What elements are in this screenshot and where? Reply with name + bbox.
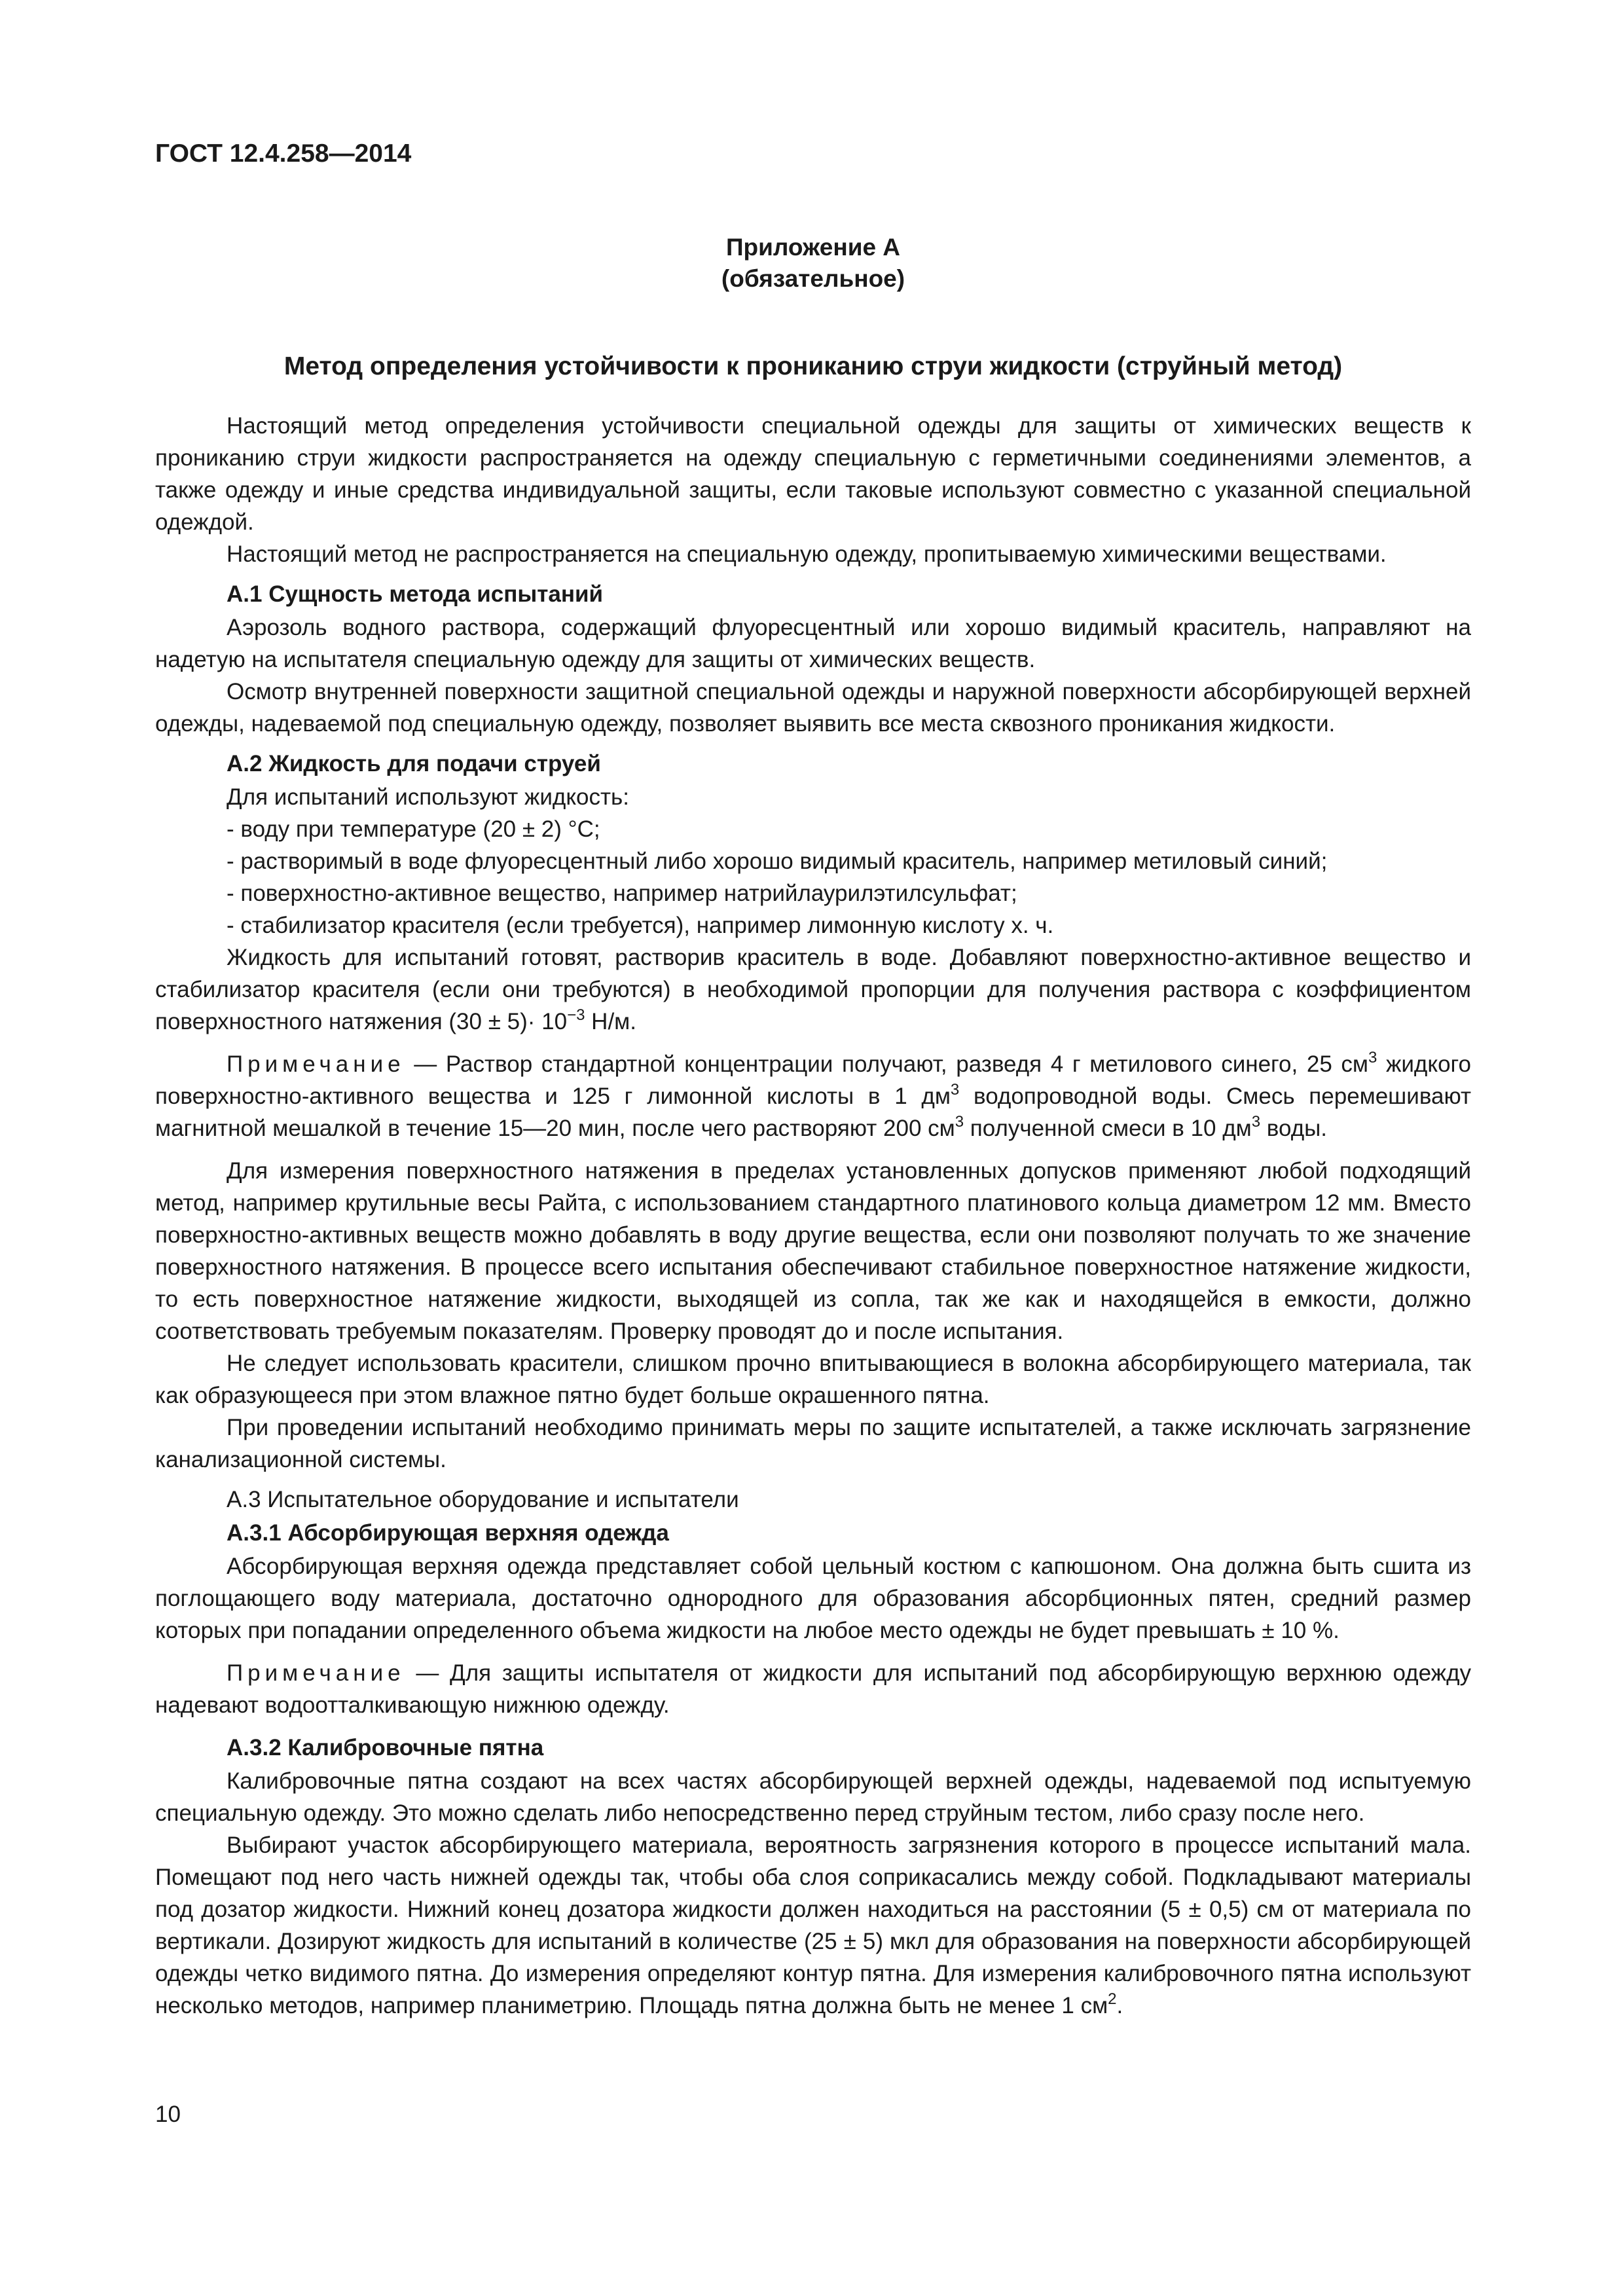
note-label: Примечание	[227, 1660, 405, 1686]
section-a3-heading: А.3 Испытательное оборудование и испытатели	[227, 1487, 739, 1512]
document-body	[155, 410, 1471, 2022]
document-header: ГОСТ 12.4.258—2014	[155, 139, 412, 168]
method-title: Метод определения устойчивости к прониканию струи жидкости (струйный метод)	[283, 352, 1343, 380]
a32-paragraph: Выбирают участок абсорбирующего материала, вероятность загрязнения которого в процессе испытаний мала. Помещают под него часть нижней одежды так, чтобы оба слоя соприкасались между собой. Подкладывают материалы под дозатор жидкости. Нижний конец дозатора жидкости должен находиться на расстоянии (5 ± 0,5) см от материала по вертикали. Дозируют жидкость для испытаний в количестве (25 ± 5) мкл для образования на поверхности абсорбирующей одежды четко видимого пятна. До измерения определяют контур пятна. Для измерения калибровочного пятна используют несколько методов, например планиметрию. Площадь пятна должна быть не менее 1 $см^2$.	[155, 1832, 1471, 2018]
section-a2-heading: А.2 Жидкость для подачи струей	[227, 751, 601, 776]
section-a31-heading: А.3.1 Абсорбирующая верхняя одежда	[227, 1520, 669, 1546]
a2-preparation-paragraph: Жидкость для испытаний готовят, растворив краситель в воде. Добавляют поверхностно-активное вещество и стабилизатор красителя (если они требуются) в необходимой пропорции для получения раствора с коэффициентом поверхностного натяжения $(30 \pm 5)\cdot 10^{-3}$ Н/м.	[155, 945, 1471, 1034]
a31-paragraph: Абсорбирующая верхняя одежда представляет собой цельный костюм с капюшоном. Она должна быть сшита из поглощающего воду материала, достаточно однородного для образования абсорбционных пятен, средний размер которых при попадании определенного объема жидкости на любое место одежды не будет превышать ± 10 %.	[155, 1554, 1471, 1643]
liquid-components-list	[155, 813, 1471, 941]
a1-paragraph: Осмотр внутренней поверхности защитной специальной одежды и наружной поверхности абсорбирующей верхней одежды, надеваемой под специальную одежду, позволяет выявить все места сквозного проникания жидкости.	[155, 679, 1471, 737]
list-item: - поверхностно-активное вещество, например натрийлаурилэтилсульфат;	[227, 881, 1017, 906]
list-item: - растворимый в воде флуоресцентный либо хорошо видимый краситель, например метиловый синий;	[227, 848, 1328, 874]
list-item: - стабилизатор красителя (если требуется), например лимонную кислоту х. ч.	[227, 913, 1054, 938]
intro-paragraph: Настоящий метод определения устойчивости специальной одежды для защиты от химических веществ к прониканию струи жидкости распространяется на одежду специальную с герметичными соединениями элементов, а также одежду и иные средства индивидуальной защиты, если таковые используют совместно с указанной специальной одеждой.	[155, 413, 1471, 535]
a2-note: Примечание — Раствор стандартной концентрации получают, разведя 4 г метилового синего, 25 $см^3$ жидкого поверхностно-активного вещества и 125 г лимонной кислоты в 1 $дм^3$ водопроводной воды. Смесь перемешивают магнитной мешалкой в течение 15—20 мин, после чего растворяют 200 $см^3$ полученной смеси в 10 $дм^3$ воды.	[155, 1049, 1471, 1141]
intro-paragraph: Настоящий метод не распространяется на специальную одежду, пропитываемую химическими веществами.	[227, 541, 1387, 567]
appendix-heading	[155, 232, 1471, 295]
list-item: - воду при температуре (20 ± 2) °С;	[227, 816, 600, 842]
a32-paragraph: Калибровочные пятна создают на всех частях абсорбирующей верхней одежды, надеваемой под испытуемую специальную одежду. Это можно сделать либо непосредственно перед струйным тестом, либо сразу после него.	[155, 1768, 1471, 1826]
section-a1-heading: А.1 Сущность метода испытаний	[227, 581, 604, 607]
a1-paragraph: Аэрозоль водного раствора, содержащий флуоресцентный или хорошо видимый краситель, направляют на надетую на испытателя специальную одежду для защиты от химических веществ.	[155, 615, 1471, 672]
a2-paragraph: Не следует использовать красители, слишком прочно впитывающиеся в волокна абсорбирующего материала, так как образующееся при этом влажное пятно будет больше окрашенного пятна.	[155, 1351, 1471, 1408]
a2-list-intro: Для испытаний используют жидкость:	[227, 784, 630, 810]
a2-paragraph: При проведении испытаний необходимо принимать меры по защите испытателей, а также исключать загрязнение канализационной системы.	[155, 1415, 1471, 1472]
page-number: 10	[155, 2102, 181, 2127]
document-page	[155, 141, 1471, 2022]
a2-paragraph: Для измерения поверхностного натяжения в пределах установленных допусков применяют любой подходящий метод, например крутильные весы Райта, с использованием стандартного платинового кольца диаметром 12 мм. Вместо поверхностно-активных веществ можно добавлять в воду другие вещества, если они позволяют получать то же значение поверхностного натяжения. В процессе всего испытания обеспечивают стабильное поверхностное натяжение жидкости, то есть поверхностное натяжение жидкости, выходящей из сопла, так же как и находящейся в емкости, должно соответствовать требуемым показателям. Проверку проводят до и после испытания.	[155, 1158, 1471, 1344]
appendix-title: Приложение А	[725, 234, 901, 261]
a31-note: Примечание — Для защиты испытателя от жидкости для испытаний под абсорбирующую верхнюю одежду надевают водоотталкивающую нижнюю одежду.	[155, 1660, 1471, 1718]
note-label: Примечание	[227, 1051, 405, 1077]
section-a32-heading: А.3.2 Калибровочные пятна	[227, 1735, 544, 1760]
appendix-subtitle: (обязательное)	[721, 265, 905, 292]
